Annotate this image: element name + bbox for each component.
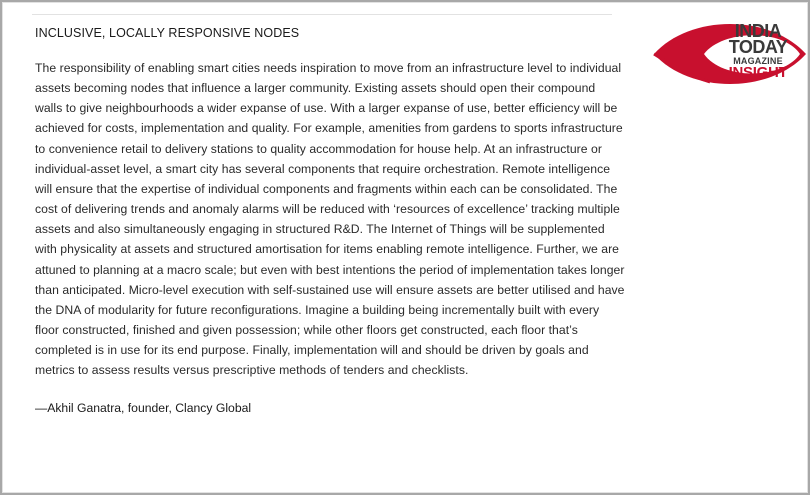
article-heading: INCLUSIVE, LOCALLY RESPONSIVE NODES bbox=[35, 26, 300, 40]
logo-text-magazine: MAGAZINE bbox=[733, 56, 783, 66]
logo-text-today: TODAY bbox=[728, 37, 788, 57]
article-attribution: —Akhil Ganatra, founder, Clancy Global bbox=[35, 400, 252, 415]
india-today-insight-logo bbox=[650, 18, 810, 118]
article-body: The responsibility of enabling smart cities needs inspiration to move from an infrastructure level to individual assets becoming nodes that influence a larger community. Existing assets should open their compound walls to give neighbourhoods a wider expanse of use. With a larger expanse of use, better efficiency will be achieved for costs, implementation and quality. For example, amenities from gardens to sports infrastructure to convenience retail to delivery stations to quality accommodation for house help. At an infrastructure or individual-asset level, a smart city has several components that require orchestration. Remote intelligence will ensure that the expertise of individual components and fragments within each can be consolidated. The cost of delivering trends and anomaly alarms will be reduced with ‘resources of excellence’ tracking multiple assets and also simultaneously engaging in structured R&D. The Internet of Things will be supplemented with physicality at assets and structured amortisation for items enabling remote intelligence. Further, we are attuned to planning at a macro scale; but even with best intentions the period of implementation takes longer than anticipated. Micro-level execution with self-sustained use will ensure assets are better utilised and have the DNA of modularity for future reconfigurations. Imagine a building being incrementally built with every floor constructed, finished and given possession; while other floors get constructed, each floor that’s completed is in use for its end purpose. Finally, implementation will and should be driven by goals and metrics to assess results versus prescriptive methods of tenders and checklists. bbox=[35, 61, 625, 378]
logo-text-india: INDIA bbox=[734, 21, 782, 41]
logo-text-insight: INSIGHT bbox=[728, 64, 788, 81]
article bbox=[35, 24, 625, 417]
top-divider bbox=[32, 14, 612, 15]
